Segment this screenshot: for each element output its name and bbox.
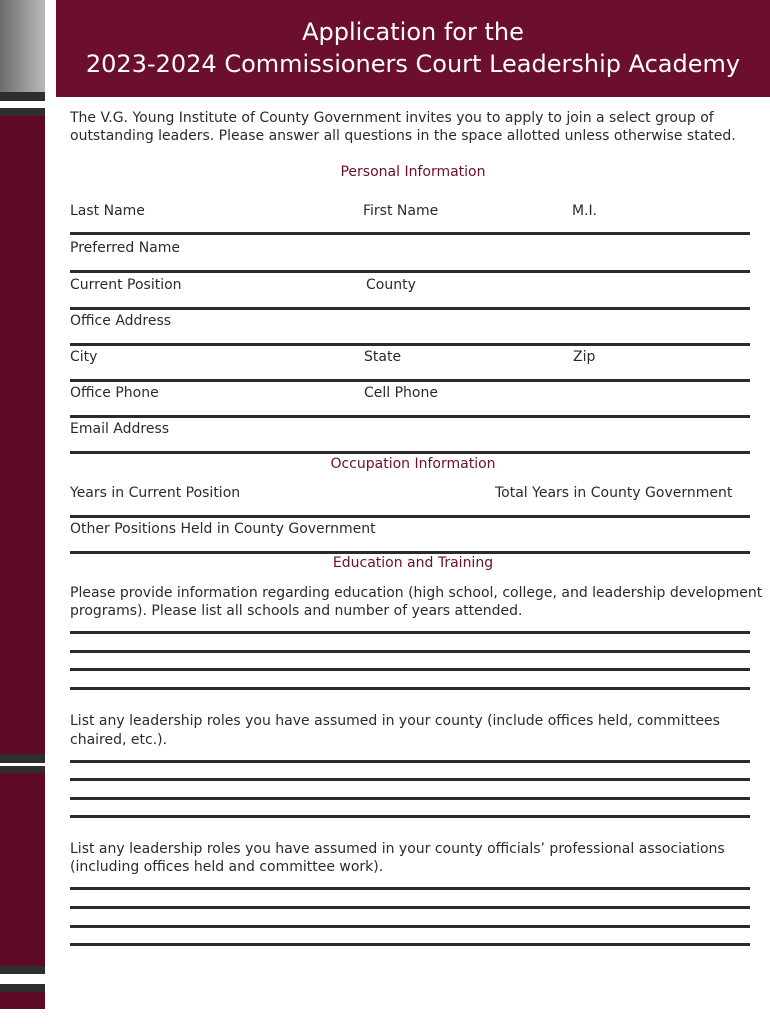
education-answer-line[interactable]	[70, 650, 750, 653]
label-middle-initial: M.I.	[572, 203, 598, 219]
association-roles-answer-line[interactable]	[70, 943, 750, 946]
label-total-years-county: Total Years in County Government	[495, 485, 733, 501]
preferred-name-field-line[interactable]	[70, 270, 750, 273]
association-roles-question-line2: (including offices held and committee work).	[70, 859, 384, 875]
label-cell-phone: Cell Phone	[364, 385, 438, 401]
county-roles-answer-line[interactable]	[70, 778, 750, 781]
education-question-line1: Please provide information regarding education (high school, college, and leadership development	[70, 585, 763, 601]
label-preferred-name: Preferred Name	[70, 240, 181, 256]
email-field-line[interactable]	[70, 451, 750, 454]
label-email-address: Email Address	[70, 421, 170, 437]
association-roles-answer-line[interactable]	[70, 925, 750, 928]
county-roles-question-line1: List any leadership roles you have assumed in your county (include offices held, committees	[70, 713, 720, 729]
label-office-phone: Office Phone	[70, 385, 159, 401]
county-roles-answer-line[interactable]	[70, 815, 750, 818]
association-roles-answer-line[interactable]	[70, 906, 750, 909]
side-strip-divider	[0, 766, 45, 773]
name-field-line[interactable]	[70, 232, 750, 235]
section-title-occupation: Occupation Information	[330, 456, 496, 472]
association-roles-answer-line[interactable]	[70, 887, 750, 890]
page-header	[56, 0, 770, 97]
education-answer-line[interactable]	[70, 631, 750, 634]
header-title-line2: 2023-2024 Commissioners Court Leadership Academy	[85, 50, 741, 78]
header-title-line1: Application for the	[302, 18, 524, 46]
phone-field-line[interactable]	[70, 415, 750, 418]
county-roles-answer-line[interactable]	[70, 797, 750, 800]
side-strip-maroon	[0, 773, 45, 966]
section-title-personal: Personal Information	[340, 164, 486, 180]
side-strip-divider	[0, 984, 45, 992]
side-strip-gray	[0, 0, 45, 92]
side-strip-divider	[0, 92, 45, 101]
education-answer-line[interactable]	[70, 687, 750, 690]
position-county-field-line[interactable]	[70, 307, 750, 310]
intro-text-line1: The V.G. Young Institute of County Government invites you to apply to join a select group of	[70, 110, 714, 126]
label-last-name: Last Name	[70, 203, 145, 219]
label-other-positions: Other Positions Held in County Government	[70, 521, 376, 537]
county-roles-answer-line[interactable]	[70, 760, 750, 763]
side-strip-divider	[0, 108, 45, 116]
other-positions-field-line[interactable]	[70, 551, 750, 554]
label-years-current-position: Years in Current Position	[70, 485, 241, 501]
years-field-line[interactable]	[70, 515, 750, 518]
label-zip: Zip	[573, 349, 596, 365]
education-answer-line[interactable]	[70, 668, 750, 671]
label-city: City	[70, 349, 98, 365]
side-strip-maroon	[0, 116, 45, 754]
label-state: State	[364, 349, 402, 365]
label-current-position: Current Position	[70, 277, 182, 293]
side-strip-maroon	[0, 992, 45, 1009]
side-strip-divider	[0, 754, 45, 763]
section-title-education: Education and Training	[332, 555, 494, 571]
label-first-name: First Name	[363, 203, 439, 219]
city-state-zip-field-line[interactable]	[70, 379, 750, 382]
intro-text-line2: outstanding leaders. Please answer all questions in the space allotted unless otherwise stated.	[70, 128, 736, 144]
side-strip-divider	[0, 966, 45, 974]
label-office-address: Office Address	[70, 313, 172, 329]
association-roles-question-line1: List any leadership roles you have assumed in your county officials’ professional associations	[70, 841, 725, 857]
label-county: County	[366, 277, 416, 293]
education-question-line2: programs). Please list all schools and number of years attended.	[70, 603, 523, 619]
office-address-field-line[interactable]	[70, 343, 750, 346]
county-roles-question-line2: chaired, etc.).	[70, 732, 168, 748]
